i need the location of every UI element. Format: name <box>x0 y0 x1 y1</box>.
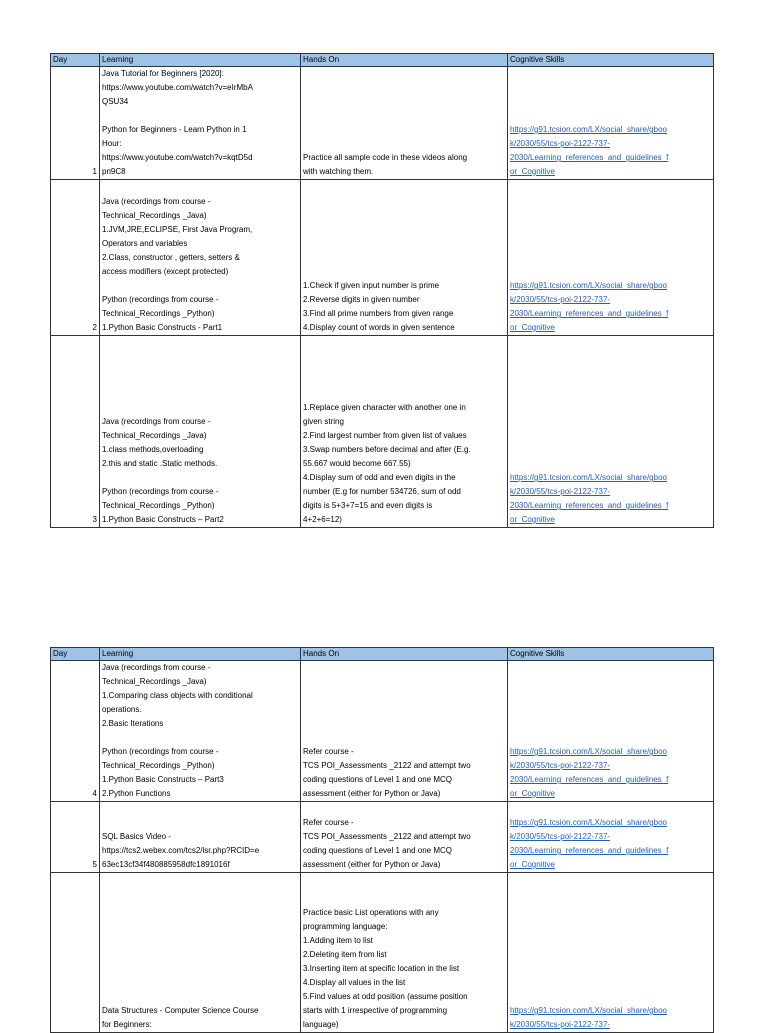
schedule-table-2 <box>50 647 714 1033</box>
table-row <box>51 336 714 528</box>
day-cell: 4 <box>51 661 100 802</box>
day-cell: 1 <box>51 67 100 180</box>
table-row <box>51 802 714 873</box>
learning-cell: Java (recordings from course - Technical_Recordings _Java) 1.class methods,overloading 2.this and static .Static methods. Python (recordings from course - Technical_Recordings _Python) 1.Python Basic Constructs – Part2 <box>100 336 301 528</box>
hands-on-cell: 1.Check if given input number is prime 2.Reverse digits in given number 3.Find all prime numbers from given range 4.Display count of words in given sentence <box>301 180 508 336</box>
cognitive-link[interactable]: https://g91.tcsion.com/LX/social_share/gboo k/2030/55/tcs-poi-2122-737- 2030/Learning_references_and_guidelines_f or_Cognitive <box>508 180 714 336</box>
learning-cell: Data Structures - Computer Science Course for Beginners: <box>100 873 301 1033</box>
hands-on-cell: Practice basic List operations with any programming language: 1.Adding item to list 2.Deleting item from list 3.Inserting item at specific location in the list 4.Display all values in the list 5.Find values at odd position (assume position starts with 1 irrespective of programming language) <box>301 873 508 1033</box>
day-cell: 5 <box>51 802 100 873</box>
header-hands-on: Hands On <box>301 54 508 67</box>
header-row <box>51 54 714 67</box>
hands-on-cell: Refer course - TCS POI_Assessments _2122 and attempt two coding questions of Level 1 and one MCQ assessment (either for Python or Java) <box>301 661 508 802</box>
day-cell <box>51 873 100 1033</box>
table-row <box>51 661 714 802</box>
learning-cell: Java (recordings from course - Technical_Recordings _Java) 1.Comparing class objects with conditional operations. 2.Basic Iterations Python (recordings from course - Technical_Recordings _Python) 1.Python Basic Constructs – Part3 2.Python Functions <box>100 661 301 802</box>
hands-on-cell: 1.Replace given character with another one in given string 2.Find largest number from given list of values 3.Swap numbers before decimal and after (E.g. 55.667 would become 667.55) 4.Display sum of odd and even digits in the number (E.g for number 534726, sum of odd digits is 5+3+7=15 and even digits is 4+2+6=12) <box>301 336 508 528</box>
learning-cell[interactable]: Java Tutorial for Beginners [2020]: https://www.youtube.com/watch?v=eIrMbA QSU34 Python for Beginners - Learn Python in 1 Hour: https://www.youtube.com/watch?v=kqtD5d pn9C8 <box>100 67 301 180</box>
day-cell: 2 <box>51 180 100 336</box>
header-cognitive-skills: Cognitive Skills <box>508 54 714 67</box>
header-hands-on: Hands On <box>301 648 508 661</box>
table-row <box>51 180 714 336</box>
schedule-table-1 <box>50 53 714 528</box>
header-day: Day <box>51 648 100 661</box>
learning-cell[interactable]: SQL Basics Video - https://tcs2.webex.com/tcs2/lsr.php?RCID=e 63ec13cf34f480885958dfc1891016f <box>100 802 301 873</box>
day-cell: 3 <box>51 336 100 528</box>
cognitive-link[interactable]: https://g91.tcsion.com/LX/social_share/gboo k/2030/55/tcs-poi-2122-737- <box>508 873 714 1033</box>
header-learning: Learning <box>100 54 301 67</box>
header-learning: Learning <box>100 648 301 661</box>
header-day: Day <box>51 54 100 67</box>
cognitive-link[interactable]: https://g91.tcsion.com/LX/social_share/gboo k/2030/55/tcs-poi-2122-737- 2030/Learning_references_and_guidelines_f or_Cognitive <box>508 661 714 802</box>
learning-cell: Java (recordings from course - Technical_Recordings _Java) 1.JVM,JRE,ECLIPSE, First Java Program, Operators and variables 2.Class, constructor , getters, setters & access modifiers (except protected) Python (recordings from course - Technical_Recordings _Python) 1.Python Basic Constructs - Part1 <box>100 180 301 336</box>
header-cognitive-skills: Cognitive Skills <box>508 648 714 661</box>
cognitive-link[interactable]: https://g91.tcsion.com/LX/social_share/gboo k/2030/55/tcs-poi-2122-737- 2030/Learning_references_and_guidelines_f or_Cognitive <box>508 336 714 528</box>
hands-on-cell: Refer course - TCS POI_Assessments _2122 and attempt two coding questions of Level 1 and one MCQ assessment (either for Python or Java) <box>301 802 508 873</box>
table-row <box>51 67 714 180</box>
cognitive-link[interactable]: https://g91.tcsion.com/LX/social_share/gboo k/2030/55/tcs-poi-2122-737- 2030/Learning_references_and_guidelines_f or_Cognitive <box>508 802 714 873</box>
cognitive-link[interactable]: https://g91.tcsion.com/LX/social_share/gboo k/2030/55/tcs-poi-2122-737- 2030/Learning_references_and_guidelines_f or_Cognitive <box>508 67 714 180</box>
table-row <box>51 873 714 1033</box>
hands-on-cell: Practice all sample code in these videos along with watching them. <box>301 67 508 180</box>
header-row <box>51 648 714 661</box>
